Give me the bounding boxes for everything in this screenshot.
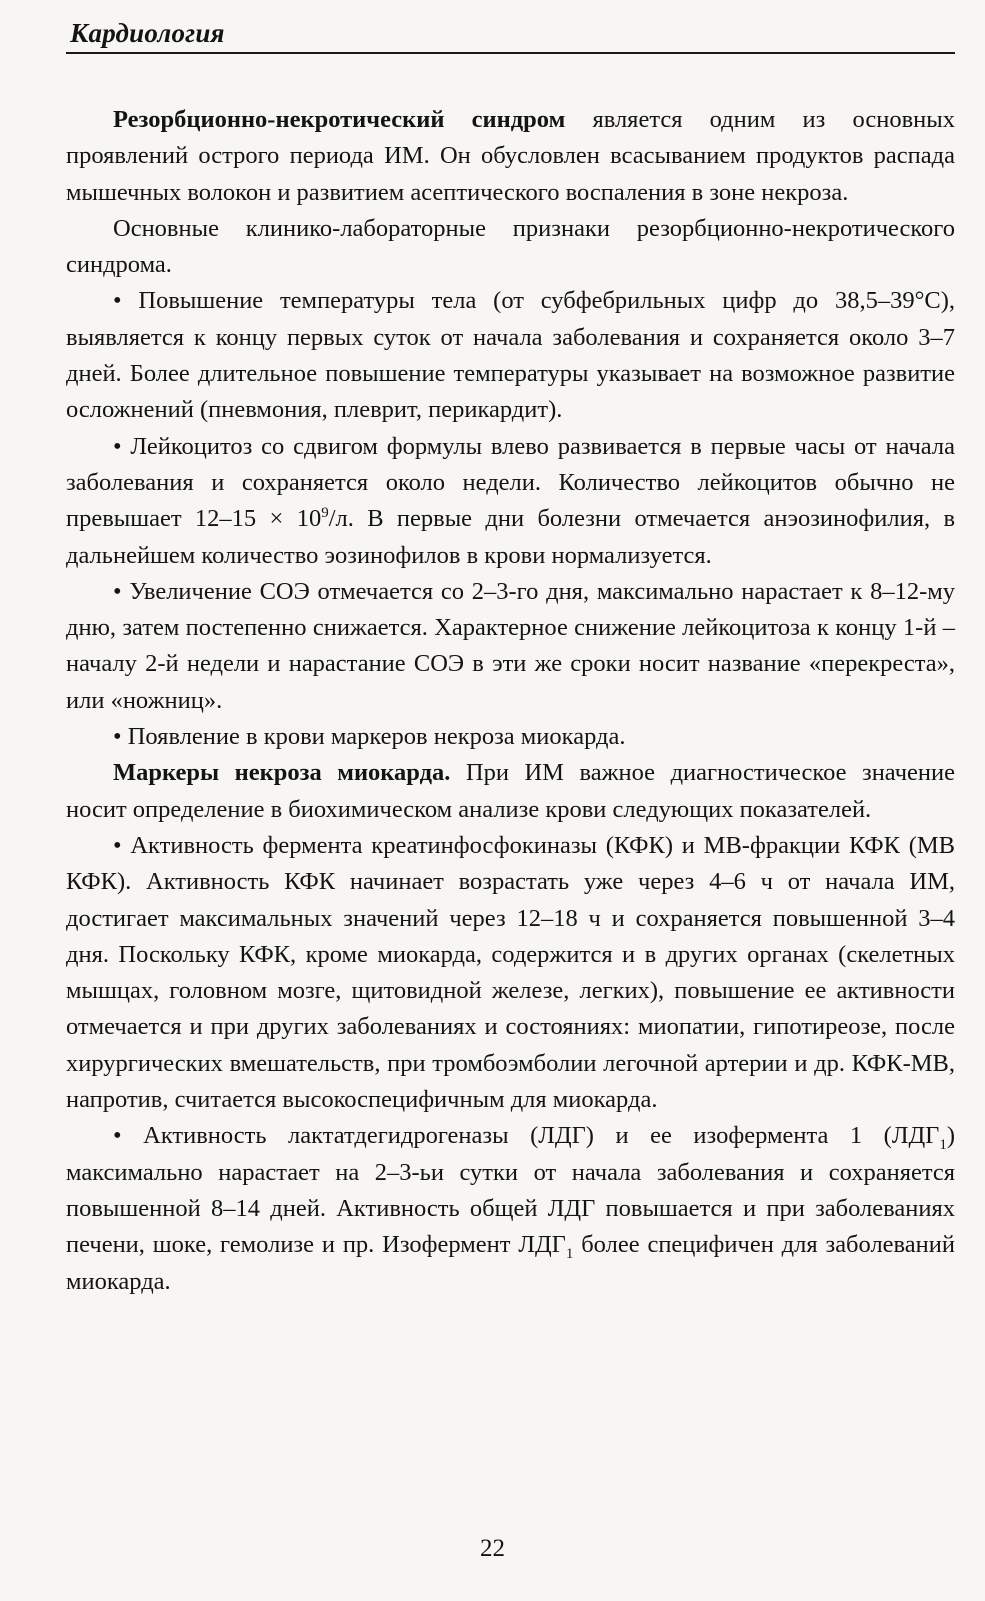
paragraph-text: Основные клинико-лабораторные признаки резорбционно-некротического синдрома. [66,214,955,279]
paragraph-text: При ИМ важное диагностическое значение носит определение в биохимическом анализе крови следующих показателей. [66,759,955,823]
page-number: 22 [480,1535,505,1562]
bullet-text: ) максимально нарастает на 2–3-ьи сутки от начала заболевания и сохраняется повышенной 8–14 дней. Активность общей ЛДГ повышается и при заболеваниях печени, шоке, гемолизе и пр. Изофермент ЛДГ [66,1122,955,1259]
bullet-necrosis-markers [66,719,955,755]
section-title: Кардиология [70,18,225,48]
bullet-text: • Лейкоцитоз со сдвигом формулы влево развивается в первые часы от начала заболевания и сохраняется около недели. Количество лейкоцитов обычно не превышает 12–15 × 10 [66,432,955,533]
bullet-text: более специфичен для заболеваний миокарда. [66,1231,956,1295]
term-necrosis-markers: Маркеры некроза миокарда. [113,759,451,787]
paragraph-text: является одним из основных проявлений острого периода ИМ. Он обусловлен всасыванием продуктов распада мышечных волокон и развитием асептического воспаления в зоне некроза. [66,106,955,206]
subscript: 1 [565,1246,574,1263]
paragraph-necrosis-markers [66,755,955,828]
bullet-text: • Появление в крови маркеров некроза миокарда. [113,723,626,751]
bullet-text: • Увеличение СОЭ отмечается со 2–3-го дня, максимально нарастает к 8–12-му дню, затем постепенно снижается. Характерное снижение лейкоцитоза к концу 1-й – началу 2-й недели и нарастание СОЭ в эти же сроки носит название «перекреста», или «ножниц». [66,577,955,714]
paragraph-resorption-syndrome [66,102,955,211]
page-body [66,102,955,1300]
bullet-cpk [66,828,955,1118]
running-header [66,12,955,54]
paragraph-main-signs [66,211,955,284]
term-resorption-syndrome: Резорбционно-некротический синдром [113,106,566,133]
bullet-text: • Повышение температуры тела (от субфебрильных цифр до 38,5–39°С), выявляется к концу первых суток от начала заболевания и сохраняется около 3–7 дней. Более длительное повышение температуры указывает на возможное развитие осложнений (пневмония, плеврит, перикардит). [66,287,955,424]
bullet-esr [66,574,955,719]
bullet-text: • Активность лактатдегидрогеназы (ЛДГ) и ее изофермента 1 (ЛДГ [113,1122,940,1150]
bullet-text: /л. В первые дни болезни отмечается анэозинофилия, в дальнейшем количество эозинофилов в крови нормализуется. [66,505,956,569]
bullet-temperature [66,283,955,428]
bullet-ldh [66,1118,955,1299]
bullet-leukocytosis [66,429,955,574]
bullet-text: • Активность фермента креатинфосфокиназы (КФК) и МВ-фракции КФК (МВ КФК). Активность КФК начинает возрастать уже через 4–6 ч от начала ИМ, достигает максимальных значений через 12–18 ч и сохраняется повышенной 3–4 дня. Поскольку КФК, кроме миокарда, содержится и в других органах (скелетных мышцах, головном мозге, щитовидной железе, легких), повышение ее активности отмечается и при других заболеваниях и состояниях: миопатии, гипотиреозе, после хирургических вмешательств, при тромбоэмболии легочной артерии и др. КФК-МВ, напротив, считается высокоспецифичным для миокарда. [66,831,955,1114]
subscript: 1 [939,1137,947,1154]
superscript: 9 [321,505,329,522]
